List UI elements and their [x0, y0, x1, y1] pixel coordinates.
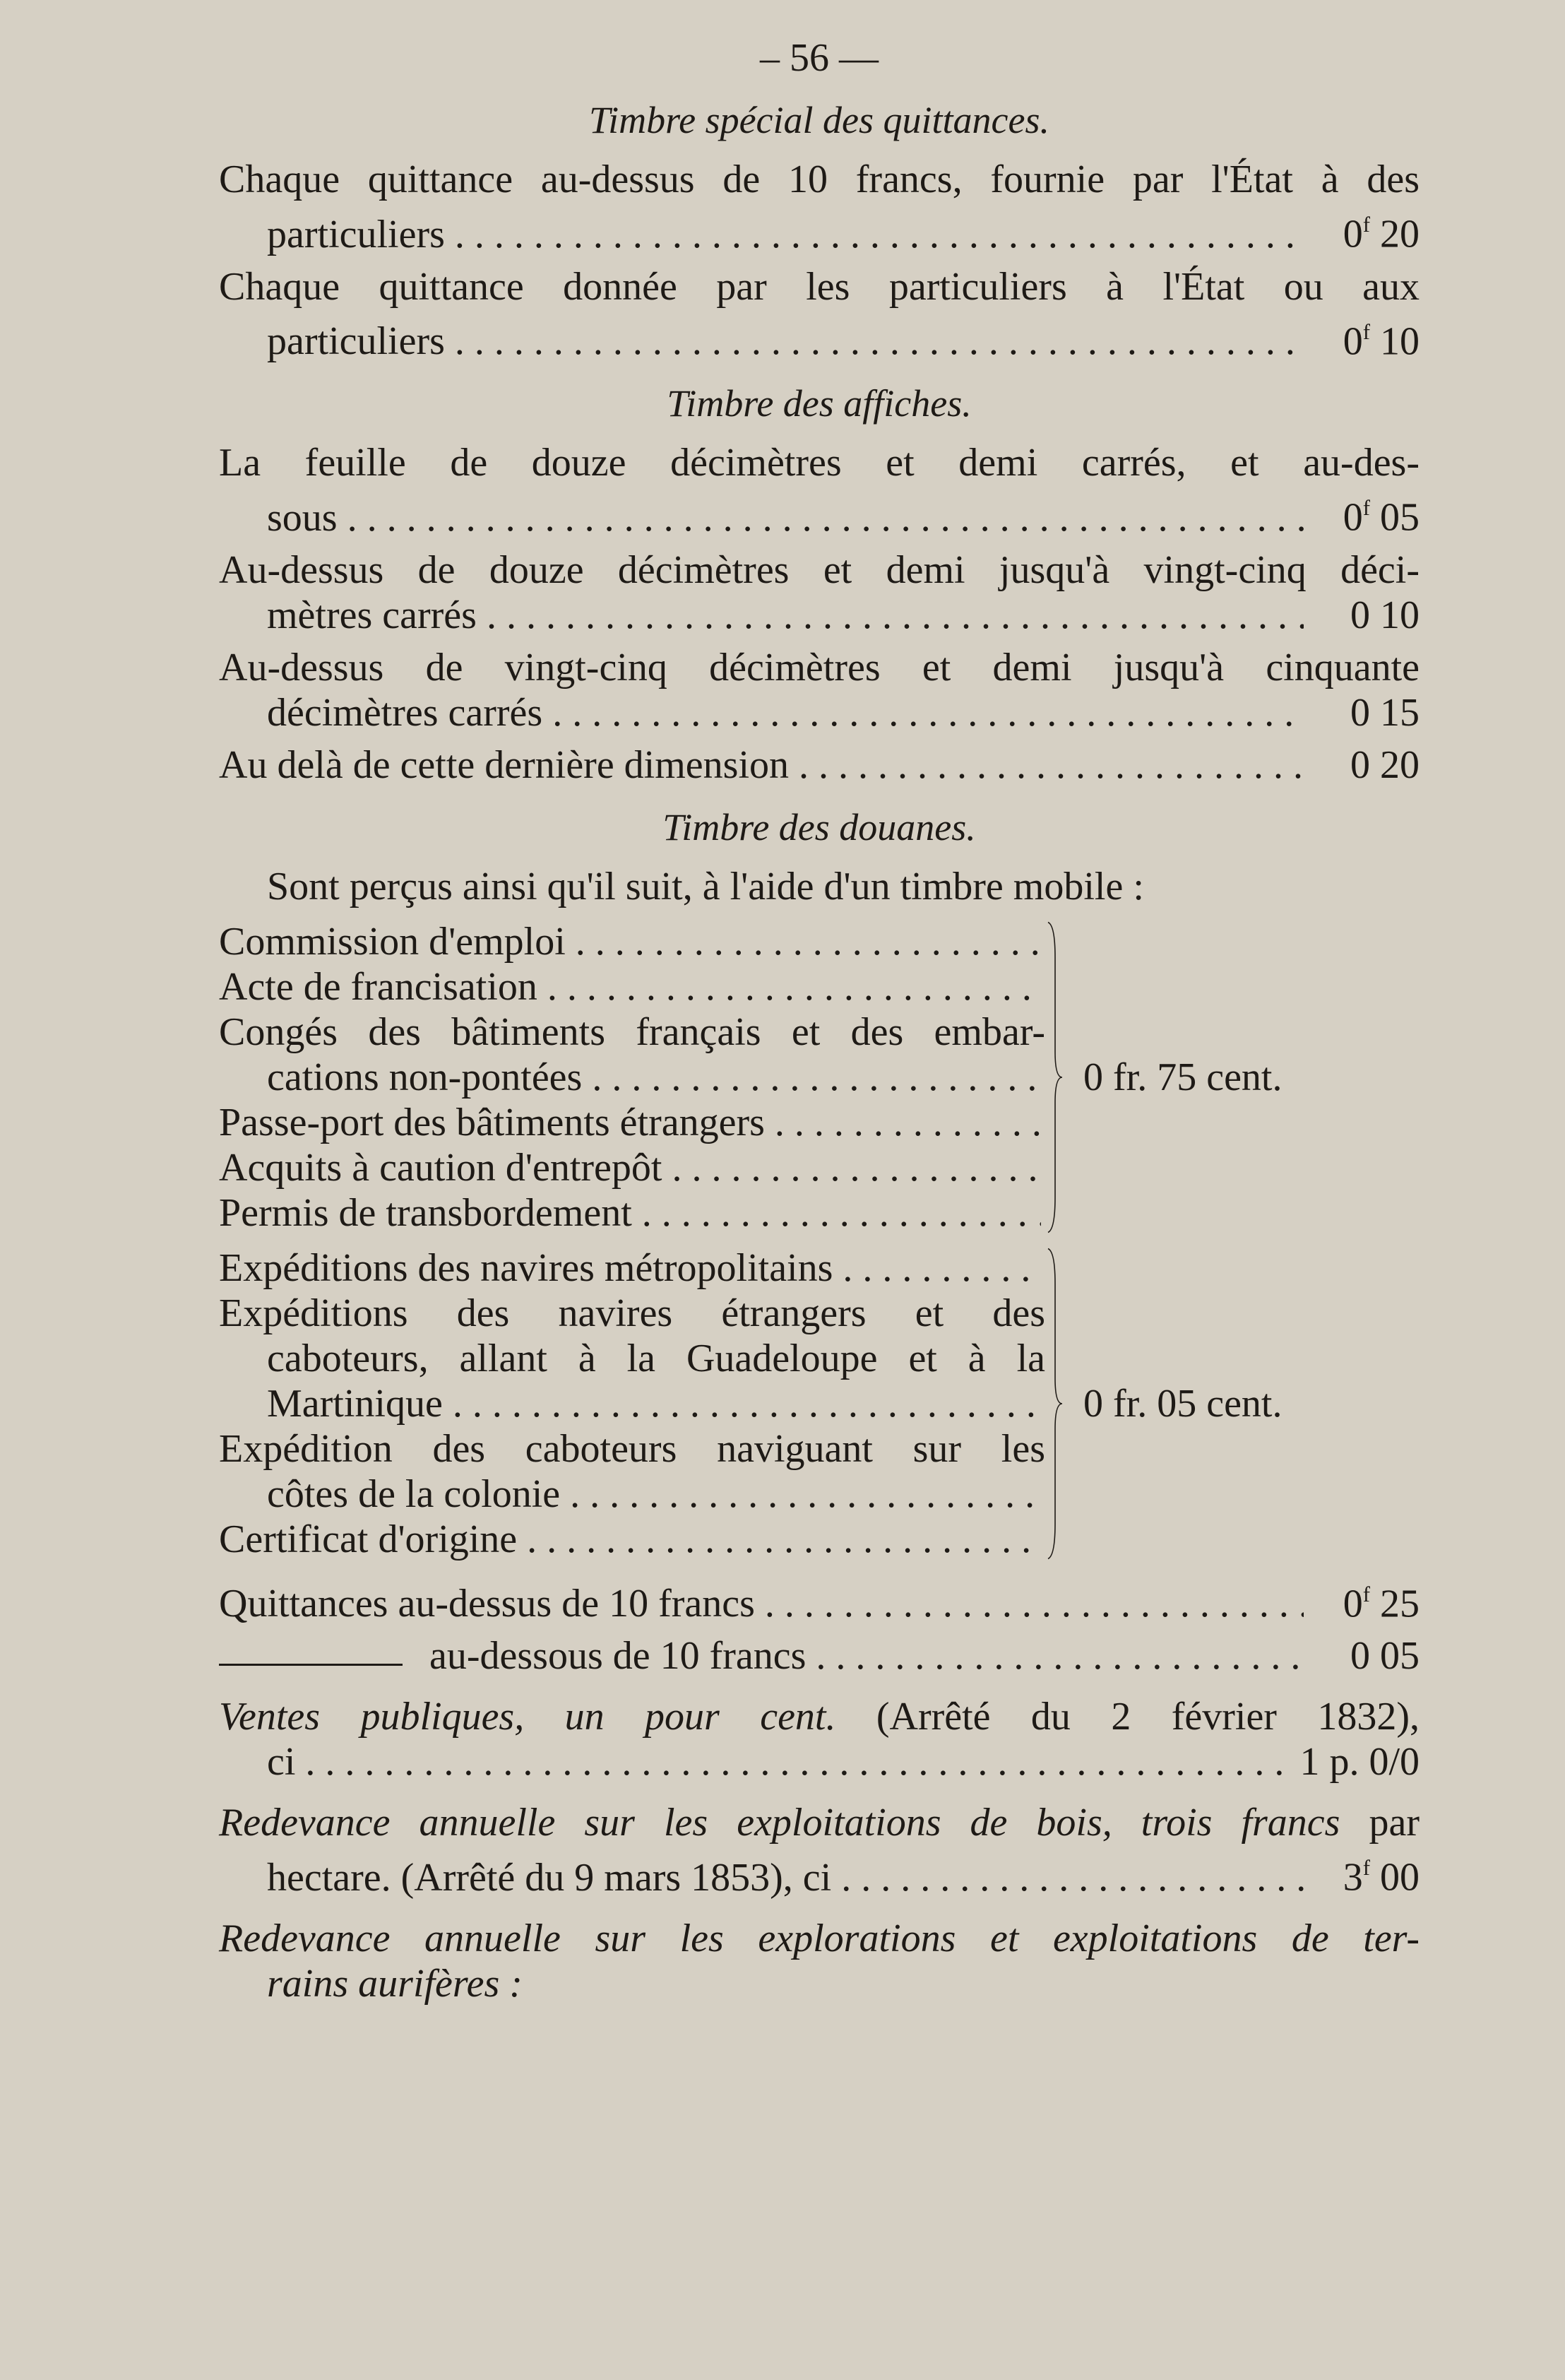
entry-line-2: particuliers: [267, 212, 445, 256]
entry-text: par: [1340, 1801, 1420, 1845]
entry-line-1: Au-dessus de vingt-cinq décimètres et demi jusqu'à cinquante: [219, 645, 1420, 689]
ditto-dash: [219, 1664, 403, 1666]
entry-amount: 0$^f$ 25: [1343, 1582, 1420, 1626]
entry-line-2: mètres carrés: [267, 593, 477, 637]
entry-affiche-large: [219, 645, 1420, 735]
group-line: Martinique . . .: [219, 1381, 1045, 1426]
page-content: [219, 35, 1420, 2012]
entry-text: Au delà de cette dernière dimension: [219, 742, 789, 787]
entry-italic-title: Ventes publiques, un pour cent.: [219, 1695, 836, 1739]
group-line: Congés des bâtiments français et des embar-: [219, 1010, 1045, 1054]
group-line: Commission d'emploi . . .: [219, 919, 1045, 964]
entry-line-1: Au-dessus de douze décimètres et demi jusqu'à vingt-cinq déci-: [219, 547, 1420, 592]
entry-quittance-etat: [219, 157, 1420, 257]
heading-douanes: Timbre des douanes.: [662, 805, 976, 848]
entry-line-2: sous: [267, 495, 338, 540]
entry-redevance-auriferes: [219, 1916, 1420, 2006]
entry-line-2: ci: [267, 1740, 296, 1784]
entry-amount: 3$^f$ 00: [1343, 1855, 1420, 1900]
entry-affiche-small: [219, 440, 1420, 540]
dot-leader: [841, 1855, 1304, 1900]
dot-leader: [347, 495, 1304, 540]
entry-line-1: Chaque quittance donnée par les particuliers à l'État ou aux: [219, 264, 1420, 309]
dot-leader: [799, 742, 1304, 788]
entry-line-1: La feuille de douze décimètres et demi carrés, et au-des-: [219, 441, 1420, 485]
entry-italic-title: Redevance annuelle sur les exploitations de bois, trois francs: [219, 1801, 1340, 1845]
entry-redevance-bois: [219, 1800, 1420, 1900]
dot-leader: [765, 1581, 1304, 1626]
page-number: – 56 —: [760, 36, 879, 80]
group-rate: 0 fr. 05 cent.: [1083, 1381, 1283, 1426]
group-line: Expéditions des navires étrangers et des: [219, 1291, 1045, 1335]
dot-leader: [487, 593, 1304, 638]
dot-leader: [552, 690, 1304, 735]
entry-amount: 0 20: [1350, 742, 1420, 787]
group-line: Acquits à caution d'entrepôt . . .: [219, 1145, 1045, 1190]
entry-amount: 0 05: [1350, 1634, 1420, 1679]
entry-line-2: décimètres carrés: [267, 690, 543, 735]
entry-amount: 0$^f$ 05: [1343, 495, 1420, 540]
entry-line-2: particuliers: [267, 319, 445, 364]
entry-quittances-under: [219, 1633, 1420, 1679]
entry-amount: 0 10: [1350, 593, 1420, 637]
entry-amount: 1 p. 0/0: [1299, 1740, 1420, 1784]
entry-text: Quittances au-dessus de 10 francs: [219, 1582, 755, 1626]
dot-leader: [816, 1633, 1304, 1679]
dot-leader: [455, 212, 1304, 257]
group-line: cations non-pontées . . .: [219, 1055, 1045, 1100]
dot-leader: [455, 319, 1304, 364]
group-rate: 0 fr. 75 cent.: [1083, 1055, 1283, 1099]
entry-line-2: rains aurifères :: [267, 1961, 523, 2006]
entry-amount: 0$^f$ 10: [1343, 319, 1420, 364]
heading-quittances: Timbre spécial des quittances.: [589, 99, 1049, 141]
right-brace: [1045, 1245, 1073, 1562]
douanes-group-05: [219, 1245, 1420, 1562]
entry-line-1: Redevance annuelle sur les explorations et exploitations de ter-: [219, 1916, 1420, 1960]
heading-affiches: Timbre des affiches.: [667, 382, 972, 425]
douanes-intro: Sont perçus ainsi qu'il suit, à l'aide d'un timbre mobile :: [267, 864, 1144, 908]
entry-text: (Arrêté du 2 février 1832),: [835, 1695, 1420, 1739]
entry-quittance-particuliers: [219, 264, 1420, 365]
group-line: Permis de transbordement . . .: [219, 1190, 1045, 1236]
right-brace: [1045, 919, 1073, 1236]
entry-line-1: Chaque quittance au-dessus de 10 francs, fournie par l'État à des: [219, 158, 1420, 201]
group-line: côtes de la colonie . . .: [219, 1472, 1045, 1517]
group-line: Passe-port des bâtiments étrangers . . .: [219, 1100, 1045, 1145]
group-line: caboteurs, allant à la Guadeloupe et à la: [267, 1336, 1045, 1380]
entry-amount: 0 15: [1350, 690, 1420, 735]
entry-affiche-beyond: [219, 742, 1420, 788]
group-line: Expédition des caboteurs naviguant sur les: [219, 1426, 1045, 1471]
entry-amount: 0$^f$ 20: [1343, 212, 1420, 256]
entry-affiche-medium: [219, 547, 1420, 638]
group-line: Expéditions des navires métropolitains . . .: [219, 1245, 1045, 1291]
douanes-group-75: [219, 919, 1420, 1236]
entry-ventes-publiques: [219, 1694, 1420, 1784]
entry-line-2: hectare. (Arrêté du 9 mars 1853), ci: [267, 1855, 832, 1900]
group-line: Acte de francisation . . .: [219, 964, 1045, 1010]
entry-text: au-dessous de 10 francs: [429, 1634, 807, 1679]
group-line: Certificat d'origine . . .: [219, 1517, 1045, 1562]
entry-quittances-over: [219, 1572, 1420, 1627]
dot-leader: [305, 1739, 1290, 1784]
